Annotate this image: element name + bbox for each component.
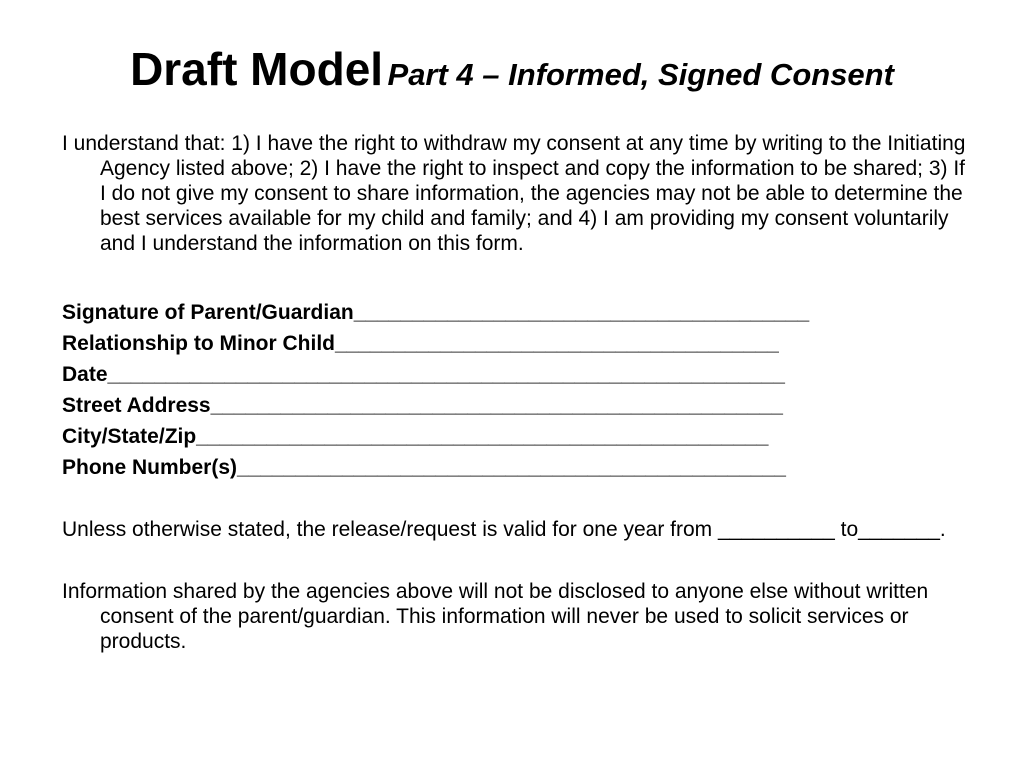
signature-fields: [62, 297, 974, 483]
phone-number-field: Phone Number(s)_______________________________________________: [62, 456, 786, 479]
date-field: Date__________________________________________________________: [62, 363, 785, 386]
title-main: Draft Model: [130, 43, 384, 95]
disclosure-paragraph: Information shared by the agencies above will not be disclosed to anyone else without written consent of the parent/guardian. This information will never be used to solicit services or products.: [62, 580, 929, 653]
city-state-zip-field: City/State/Zip_________________________________________________: [62, 425, 769, 448]
understanding-paragraph: I understand that: 1) I have the right to withdraw my consent at any time by writing to the Initiating Agency listed above; 2) I have the right to inspect and copy the information to be shared; 3) If I do not give my consent to share information, the agencies may not be able to determine the best services available for my child and family; and 4) I am providing my consent voluntarily and I understand the information on this form.: [62, 132, 966, 255]
validity-paragraph: Unless otherwise stated, the release/request is valid for one year from __________ to_______.: [62, 518, 946, 541]
page-title: [0, 42, 1024, 96]
consent-body: [62, 131, 974, 654]
title-subtitle: Part 4 – Informed, Signed Consent: [387, 57, 894, 92]
relationship-field: Relationship to Minor Child______________________________________: [62, 332, 779, 355]
street-address-field: Street Address_________________________________________________: [62, 394, 783, 417]
signature-field: Signature of Parent/Guardian_______________________________________: [62, 301, 810, 324]
